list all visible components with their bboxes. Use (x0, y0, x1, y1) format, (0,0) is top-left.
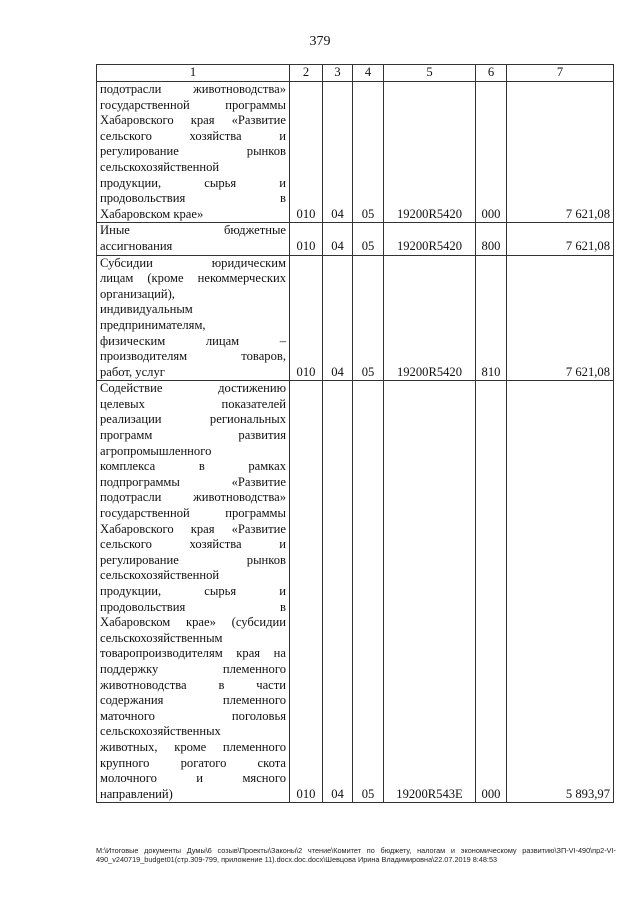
row-name-line: сельского хозяйства и (100, 537, 286, 552)
column-header: 1 (97, 65, 290, 82)
target-article-cell: 19200R5420 (384, 82, 476, 223)
column-header: 3 (323, 65, 353, 82)
row-name-line: программ развития (100, 428, 286, 443)
row-name-line: содержания племенного (100, 693, 286, 708)
subsection-code-cell: 05 (353, 82, 384, 223)
row-name-line: направлений) (100, 786, 173, 801)
row-name-line: Хабаровском крае» (субсидии (100, 615, 286, 630)
column-header: 2 (290, 65, 323, 82)
column-header: 4 (353, 65, 384, 82)
row-name-line: животноводства в части (100, 677, 286, 692)
row-name-line: сельскохозяйственных (100, 724, 221, 739)
row-name-line: подпрограммы «Развитие (100, 474, 286, 489)
row-name-line: реализации региональных (100, 412, 286, 427)
row-name-line: крупного рогатого скота (100, 755, 286, 770)
row-name-line: ассигнования (100, 238, 173, 253)
target-article-cell: 19200R5420 (384, 223, 476, 255)
table-row (97, 381, 614, 803)
subsection-code-cell: 05 (353, 223, 384, 255)
table-header-row (97, 65, 614, 82)
row-name-line: государственной программы (100, 97, 286, 112)
row-name-cell (97, 82, 290, 223)
row-name-line: производителям товаров, (100, 349, 286, 364)
table-row (97, 223, 614, 255)
row-name-line: государственной программы (100, 506, 286, 521)
amount-cell: 7 621,08 (507, 82, 614, 223)
row-name-line: продовольствия в (100, 599, 286, 614)
row-name-line: Субсидии юридическим (100, 255, 286, 270)
row-name-cell (97, 255, 290, 381)
row-name-line: поддержку племенного (100, 661, 286, 676)
row-name-line: подотрасли животноводства» (100, 490, 286, 505)
expense-type-cell: 810 (476, 255, 507, 381)
row-name-line: индивидуальным (100, 302, 193, 317)
row-name-line: молочного и мясного (100, 771, 286, 786)
section-code-cell: 04 (323, 223, 353, 255)
row-name-line: сельскохозяйственным (100, 630, 223, 645)
row-name-line: лицам (кроме некоммерческих (100, 271, 286, 286)
row-name-line: сельскохозяйственной (100, 159, 220, 174)
section-code-cell: 04 (323, 82, 353, 223)
row-name-line: сельскохозяйственной (100, 568, 220, 583)
document-path-footer: M:\Итоговые документы Думы\6 созыв\Проекты\Законы\2 чтение\Комитет по бюджету, налогам и экономическому развитию\ЗП-VI-490\пр2-VI-490_v240719_budget01(стр.309-799, приложение 11).docx.doc.docx\Шевцова Ирина Владимировна\22.07.2019 8:48:53 (96, 846, 616, 864)
amount-cell: 7 621,08 (507, 223, 614, 255)
column-header: 5 (384, 65, 476, 82)
page-number: 379 (309, 34, 331, 49)
row-name-line: работ, услуг (100, 364, 165, 379)
row-name-cell (97, 223, 290, 255)
row-name-line: регулирование рынков (100, 552, 286, 567)
amount-cell: 7 621,08 (507, 255, 614, 381)
table-row (97, 255, 614, 381)
subsection-code-cell: 05 (353, 255, 384, 381)
row-name-line: целевых показателей (100, 396, 286, 411)
table-body (97, 82, 614, 803)
column-header: 7 (507, 65, 614, 82)
row-name-line: продукции, сырья и (100, 175, 286, 190)
row-name-line: Хабаровского края «Развитие (100, 113, 286, 128)
row-name-line: животных, кроме племенного (100, 739, 286, 754)
budget-table (96, 64, 614, 803)
amount-cell: 5 893,97 (507, 381, 614, 803)
row-name-line: организаций), (100, 286, 175, 301)
chapter-code-cell: 010 (290, 255, 323, 381)
row-name-line: продукции, сырья и (100, 584, 286, 598)
row-name-line: агропромышленного (100, 443, 212, 458)
column-header: 6 (476, 65, 507, 82)
chapter-code-cell: 010 (290, 223, 323, 255)
row-name-line: Хабаровском крае» (100, 206, 204, 221)
expense-type-cell: 800 (476, 223, 507, 255)
row-name-line: регулирование рынков (100, 144, 286, 159)
table-row (97, 82, 614, 223)
section-code-cell: 04 (323, 381, 353, 803)
row-name-line: товаропроизводителям края на (100, 646, 286, 661)
row-name-line: продовольствия в (100, 191, 286, 206)
row-name-line: маточного поголовья (100, 708, 286, 723)
expense-type-cell: 000 (476, 381, 507, 803)
row-name-line: подотрасли животноводства» (100, 82, 286, 96)
expense-type-cell: 000 (476, 82, 507, 223)
chapter-code-cell: 010 (290, 381, 323, 803)
row-name-line: сельского хозяйства и (100, 128, 286, 143)
row-name-line: предпринимателям, (100, 317, 206, 332)
subsection-code-cell: 05 (353, 381, 384, 803)
row-name-line: комплекса в рамках (100, 459, 286, 474)
target-article-cell: 19200R543E (384, 381, 476, 803)
row-name-line: Хабаровского края «Развитие (100, 521, 286, 536)
target-article-cell: 19200R5420 (384, 255, 476, 381)
section-code-cell: 04 (323, 255, 353, 381)
row-name-line: физическим лицам – (100, 333, 286, 348)
row-name-line: Иные бюджетные (100, 223, 286, 238)
chapter-code-cell: 010 (290, 82, 323, 223)
row-name-cell (97, 381, 290, 803)
row-name-line: Содействие достижению (100, 381, 286, 396)
